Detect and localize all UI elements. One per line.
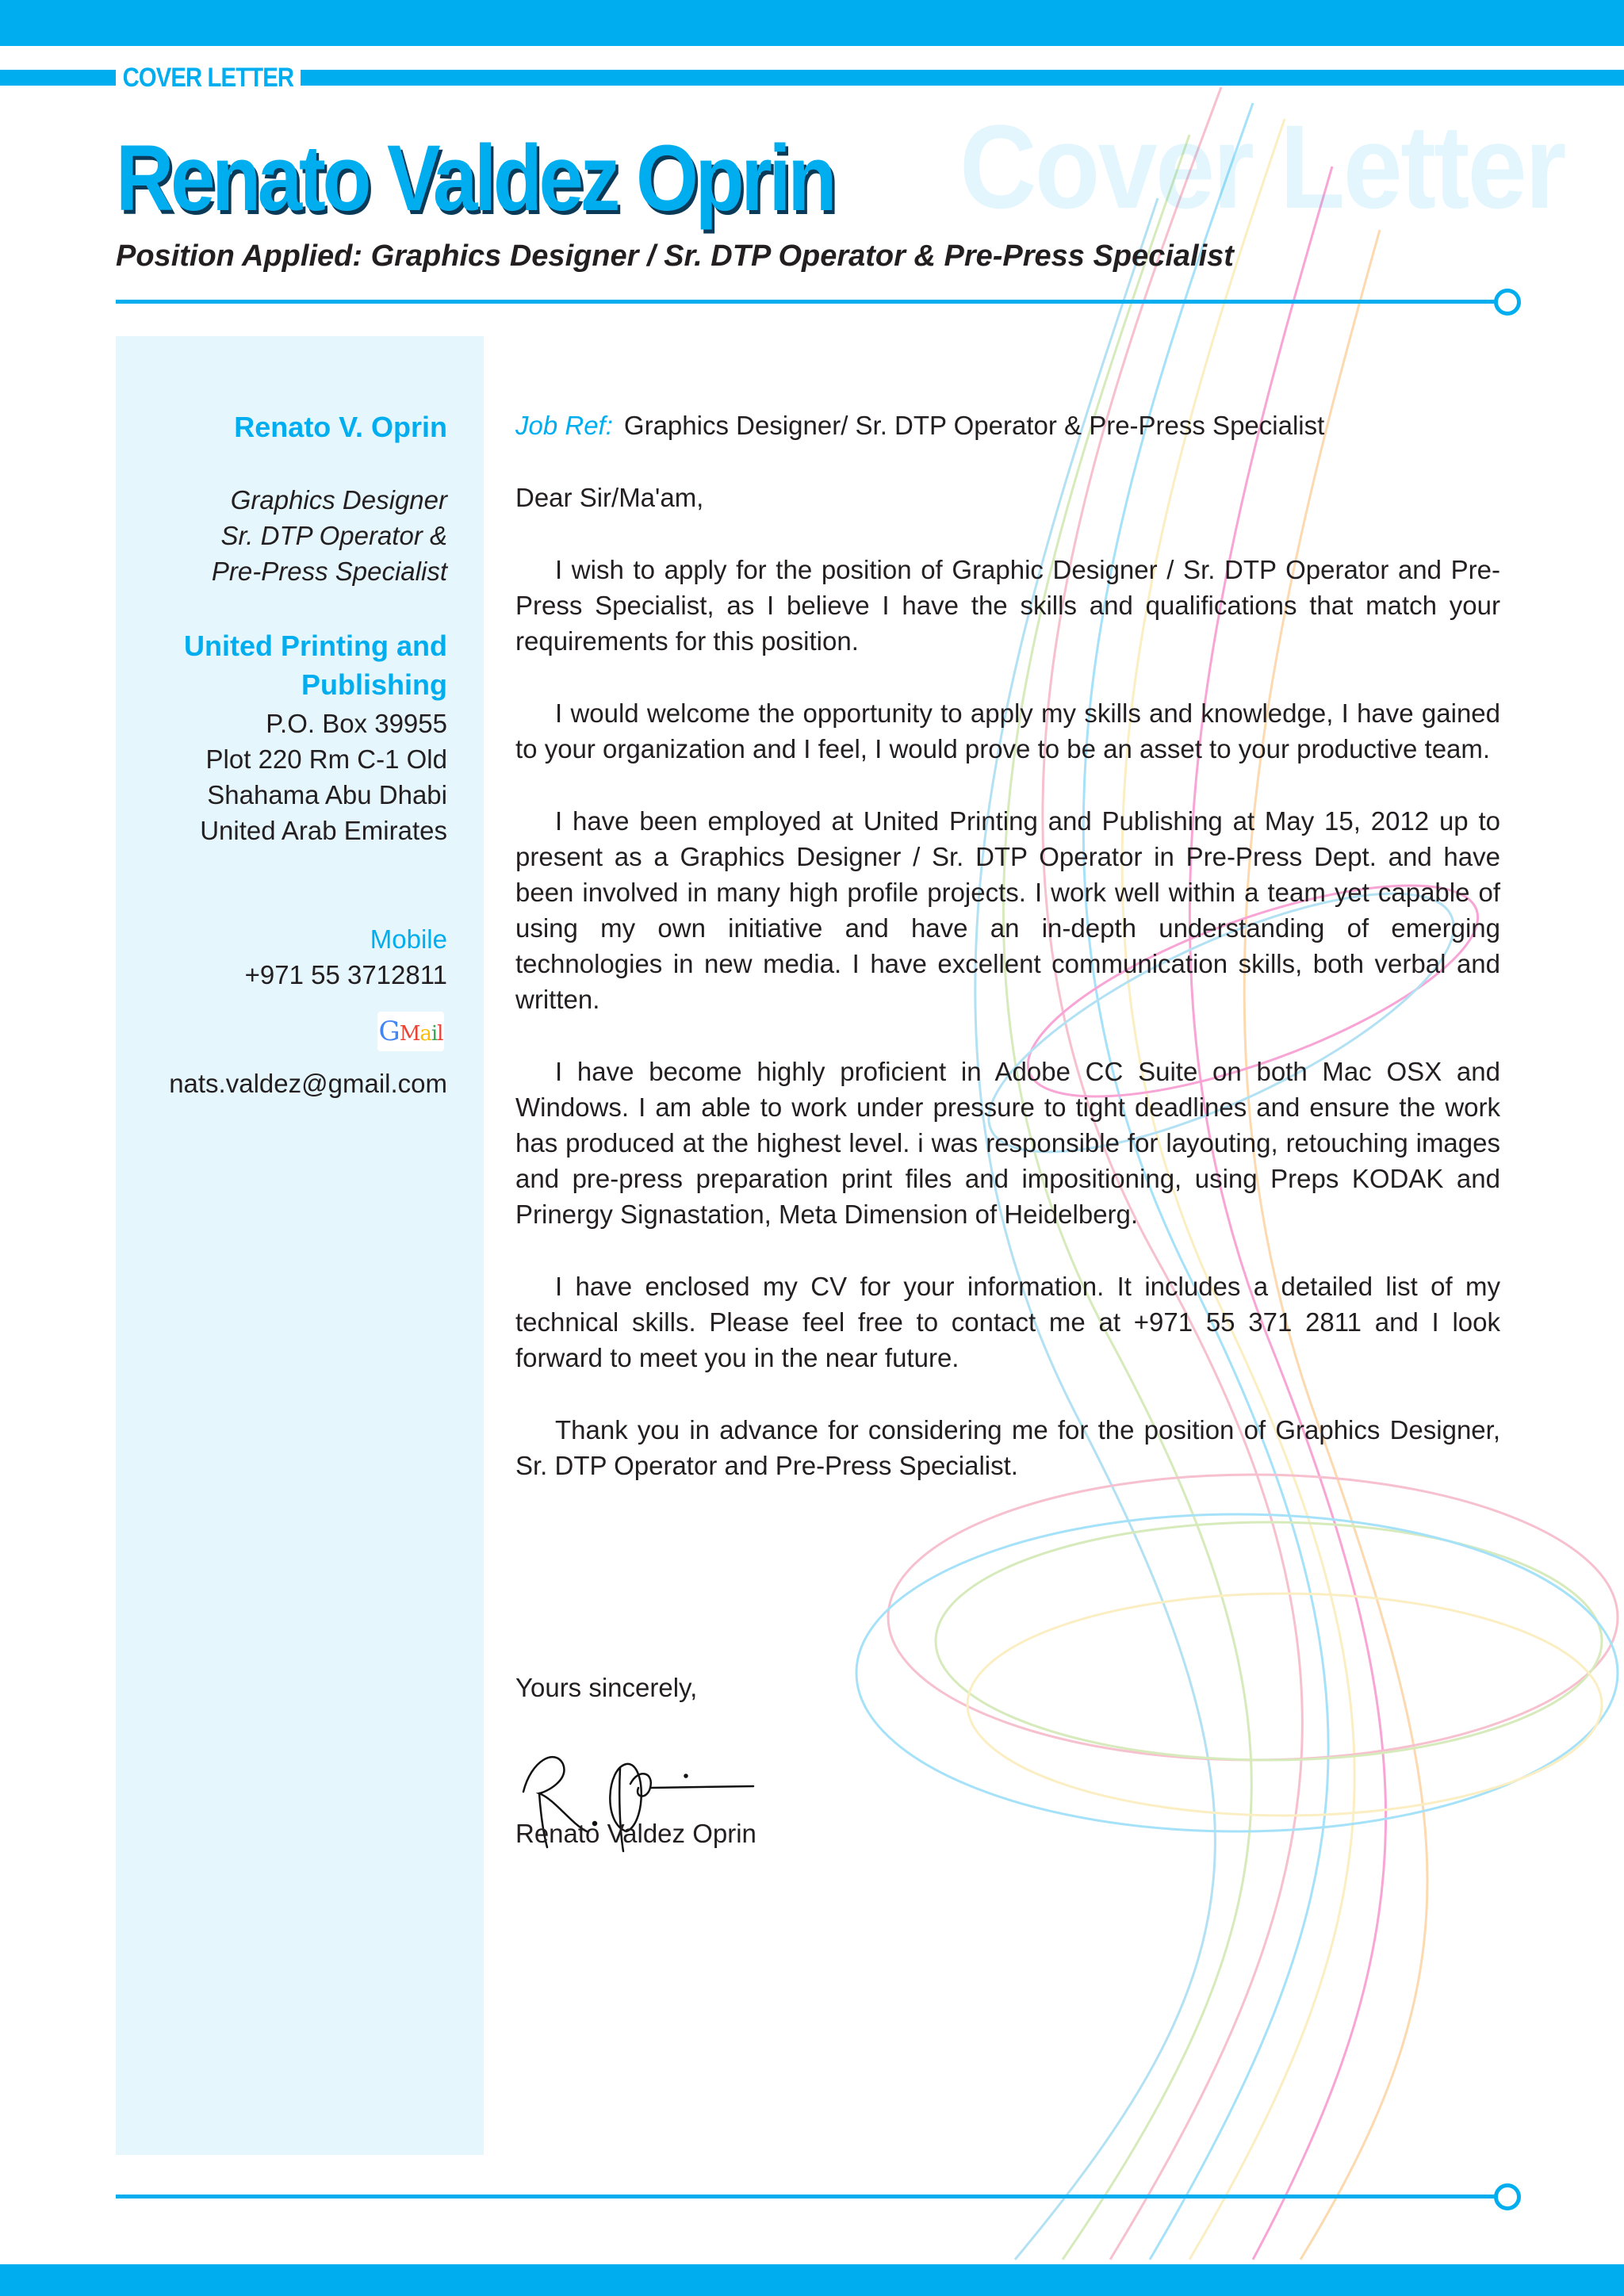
letter-paragraph: I have been employed at United Printing and Publishing at May 15, 2012 up to present as a Graphics Designer / Sr. DTP Operator in Pre-Press Dept. and have been involved in many high profile projects. I work well within a team yet capable of using my own initiative and have an in-depth understanding of emerging technologies in new media. I have excellent communication skills, both verbal and written. — [515, 806, 1500, 1014]
letter-body — [515, 408, 1500, 1483]
sidebar-title-line: Pre-Press Specialist — [211, 557, 447, 586]
applicant-name-title: Renato Valdez Oprin — [116, 126, 834, 231]
watermark-text: Cover Letter — [959, 100, 1565, 233]
closing: Yours sincerely, — [515, 1673, 698, 1702]
sidebar-title-line: Graphics Designer — [230, 485, 447, 515]
signer-name: Renato Valdez Oprin — [515, 1819, 756, 1848]
sidebar-address-line: United Arab Emirates — [200, 816, 447, 845]
sidebar-address-line: P.O. Box 39955 — [266, 709, 447, 738]
top-band — [0, 0, 1624, 46]
letter-paragraph: I wish to apply for the position of Graphic Designer / Sr. DTP Operator and Pre-Press Specialist, as I believe I have the skills and qualifications that match your requirements for this position. — [515, 555, 1500, 656]
sidebar-address-line: Shahama Abu Dhabi — [207, 780, 447, 809]
gmail-icon: GMail — [377, 1012, 444, 1051]
cover-letter-tag: COVER LETTER — [116, 60, 301, 95]
sidebar-address-line: Plot 220 Rm C-1 Old — [205, 744, 447, 774]
email-address: nats.valdez@gmail.com — [169, 1069, 447, 1098]
letter-paragraph: I would welcome the opportunity to apply my skills and knowledge, I have gained to your organization and I feel, I would prove to be an asset to your productive team. — [515, 698, 1500, 763]
mobile-number: +971 55 3712811 — [244, 960, 447, 989]
sidebar-company: Publishing — [301, 668, 447, 701]
letter-paragraph: Thank you in advance for considering me for the position of Graphics Designer, Sr. DTP Operator and Pre-Press Specialist. — [515, 1415, 1500, 1480]
mobile-label: Mobile — [370, 924, 447, 954]
header-divider — [116, 300, 1496, 304]
sidebar-title-line: Sr. DTP Operator & — [220, 521, 447, 550]
letter-paragraph: I have become highly proficient in Adobe CC Suite on both Mac OSX and Windows. I am able to work under pressure to tight deadlines and ensure the work has produced at the highest level. i was responsible for layouting, retouching images and pre-press preparation print files and impositioning, using Preps KODAK and Prinergy Signastation, Meta Dimension of Heidelberg. — [515, 1057, 1500, 1229]
job-ref-value: Graphics Designer/ Sr. DTP Operator & Pre-Press Specialist — [623, 411, 1325, 440]
job-ref-label: Job Ref: — [515, 411, 613, 440]
job-reference — [515, 408, 1500, 443]
letter-paragraph: I have enclosed my CV for your information. It includes a detailed list of my technical skills. Please feel free to contact me at +971 55 371 2811 and I look forward to meet you in the near future. — [515, 1272, 1500, 1372]
sidebar-name: Renato V. Oprin — [234, 411, 447, 443]
bottom-band — [0, 2264, 1624, 2296]
footer-divider — [116, 2195, 1496, 2198]
salutation: Dear Sir/Ma'am, — [515, 483, 704, 512]
sidebar-company: United Printing and — [184, 629, 447, 662]
footer-divider-ring — [1494, 2183, 1521, 2210]
position-applied: Position Applied: Graphics Designer / Sr. DTP Operator & Pre-Press Specialist — [116, 239, 1234, 273]
sidebar — [116, 336, 484, 2155]
header-divider-ring — [1494, 289, 1521, 316]
